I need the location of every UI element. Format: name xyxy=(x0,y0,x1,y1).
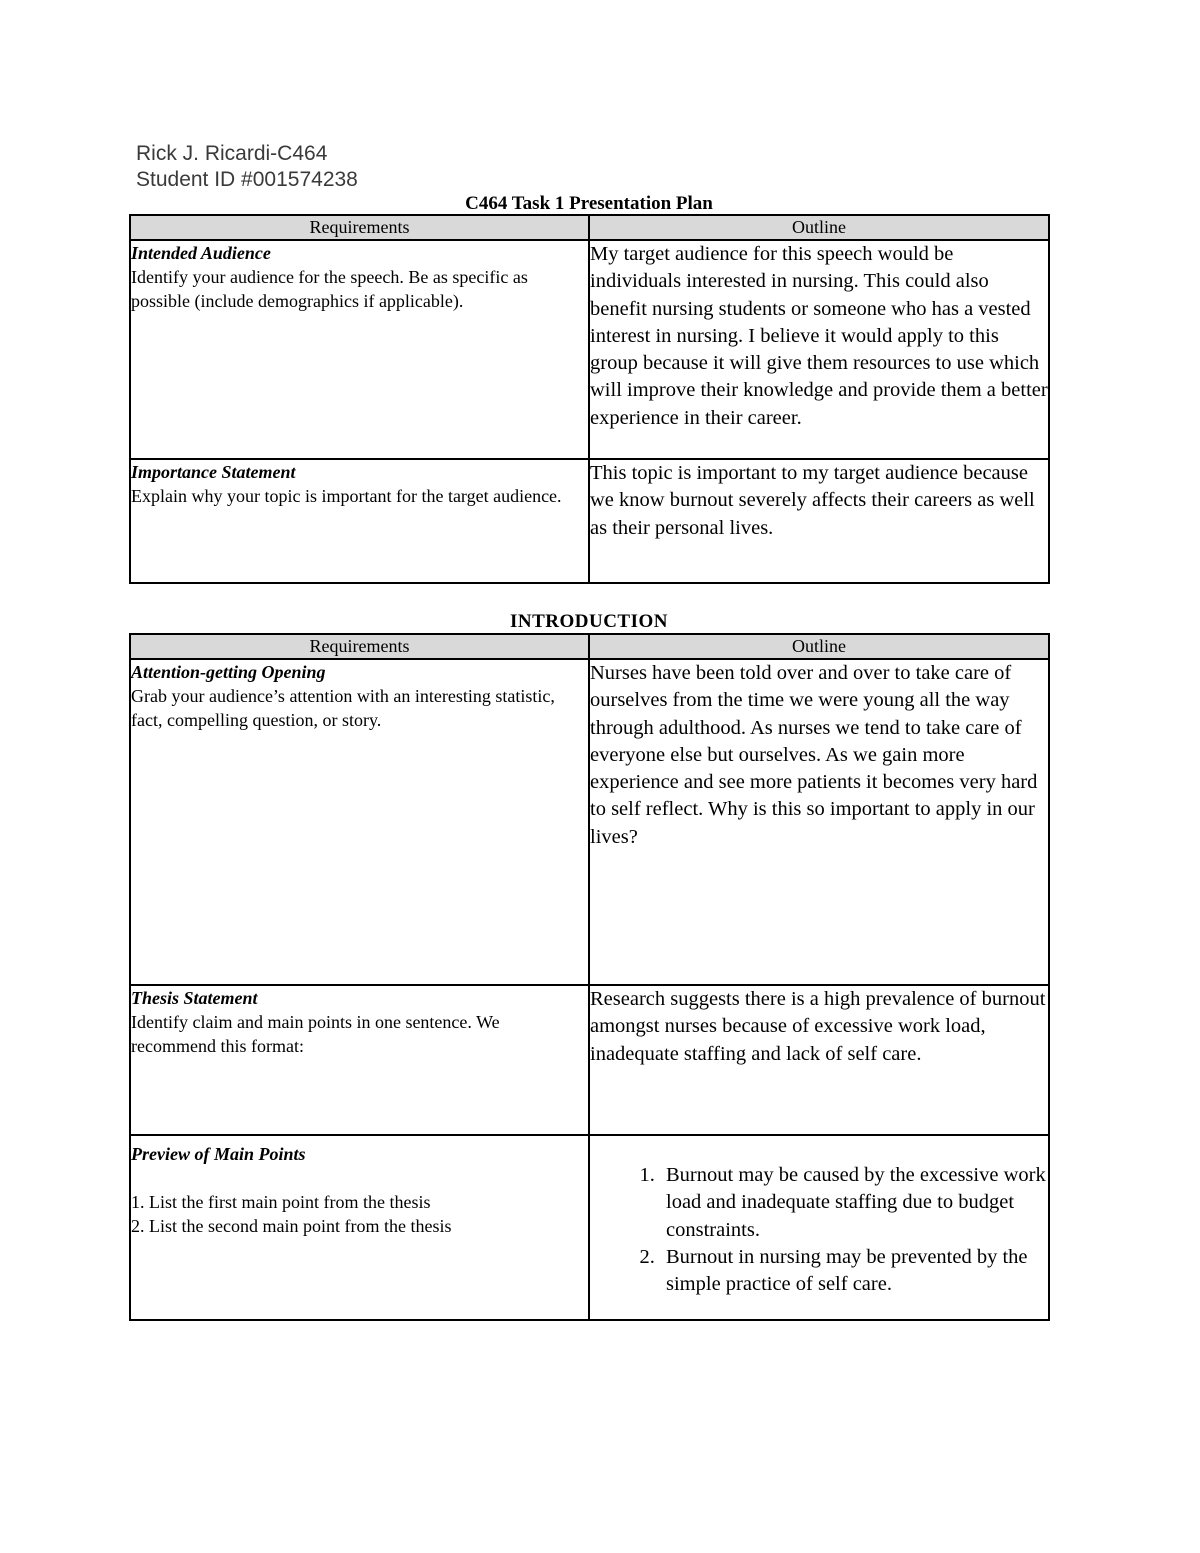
requirement-cell xyxy=(130,985,589,1135)
table-row-preview-of-main-points xyxy=(130,1135,1049,1320)
requirement-item: 2. List the second main point from the thesis xyxy=(131,1216,452,1236)
outline-cell xyxy=(589,1135,1049,1320)
table-header-row xyxy=(130,634,1049,659)
requirement-description: Grab your audience’s attention with an interesting statistic, fact, compelling question, or story. xyxy=(131,686,555,730)
requirement-cell xyxy=(130,240,589,459)
requirement-cell xyxy=(130,659,589,985)
requirement-cell xyxy=(130,1135,589,1320)
column-header-requirements: Requirements xyxy=(130,215,589,240)
table-row-importance-statement xyxy=(130,459,1049,583)
student-name: Rick J. Ricardi-C464 xyxy=(136,142,328,165)
requirement-item: 1. List the first main point from the thesis xyxy=(131,1192,431,1212)
requirement-title: Attention-getting Opening xyxy=(131,662,326,682)
plan-title: C464 Task 1 Presentation Plan xyxy=(465,193,713,214)
requirement-description: Identify claim and main points in one sentence. We recommend this format: xyxy=(131,1012,500,1056)
main-point-item: 2. Burnout in nursing may be prevented by the simple practice of self care. xyxy=(660,1244,1048,1299)
outline-cell: This topic is important to my target audience because we know burnout severely affects their careers as well as their personal lives. xyxy=(589,459,1049,583)
main-points-list xyxy=(590,1162,1048,1298)
outline-cell: Research suggests there is a high prevalence of burnout amongst nurses because of excessive work load, inadequate staffing and lack of self care. xyxy=(589,985,1049,1135)
requirement-title: Thesis Statement xyxy=(131,988,258,1008)
requirement-title: Intended Audience xyxy=(131,243,271,263)
table-row-intended-audience xyxy=(130,240,1049,459)
student-id: Student ID #001574238 xyxy=(136,168,358,191)
introduction-title: INTRODUCTION xyxy=(509,611,669,632)
outline-cell: Nurses have been told over and over to take care of ourselves from the time we were young all the way through adulthood. As nurses we tend to take care of everyone else but ourselves. As we gain more experience and see more patients it becomes very hard to self reflect. Why is this so important to apply in our lives? xyxy=(589,659,1049,985)
column-header-outline: Outline xyxy=(589,215,1049,240)
table-header-row xyxy=(130,215,1049,240)
requirement-description: Identify your audience for the speech. Be as specific as possible (include demographics if applicable). xyxy=(131,267,528,311)
requirement-title: Preview of Main Points xyxy=(131,1144,306,1164)
table-row-thesis-statement xyxy=(130,985,1049,1135)
outline-cell: My target audience for this speech would be individuals interested in nursing. This could also benefit nursing students or someone who has a vested interest in nursing. I believe it would apply to this group because it will give them resources to use which will improve their knowledge and provide them a better experience in their career. xyxy=(589,240,1049,459)
introduction-table xyxy=(129,633,1050,1321)
column-header-outline: Outline xyxy=(589,634,1049,659)
requirement-cell xyxy=(130,459,589,583)
column-header-requirements: Requirements xyxy=(130,634,589,659)
main-point-item: 1. Burnout may be caused by the excessive work load and inadequate staffing due to budget constraints. xyxy=(660,1162,1048,1244)
requirement-description: Explain why your topic is important for the target audience. xyxy=(131,486,562,506)
requirement-title: Importance Statement xyxy=(131,462,296,482)
presentation-plan-table xyxy=(129,214,1050,584)
table-row-attention-getting-opening xyxy=(130,659,1049,985)
